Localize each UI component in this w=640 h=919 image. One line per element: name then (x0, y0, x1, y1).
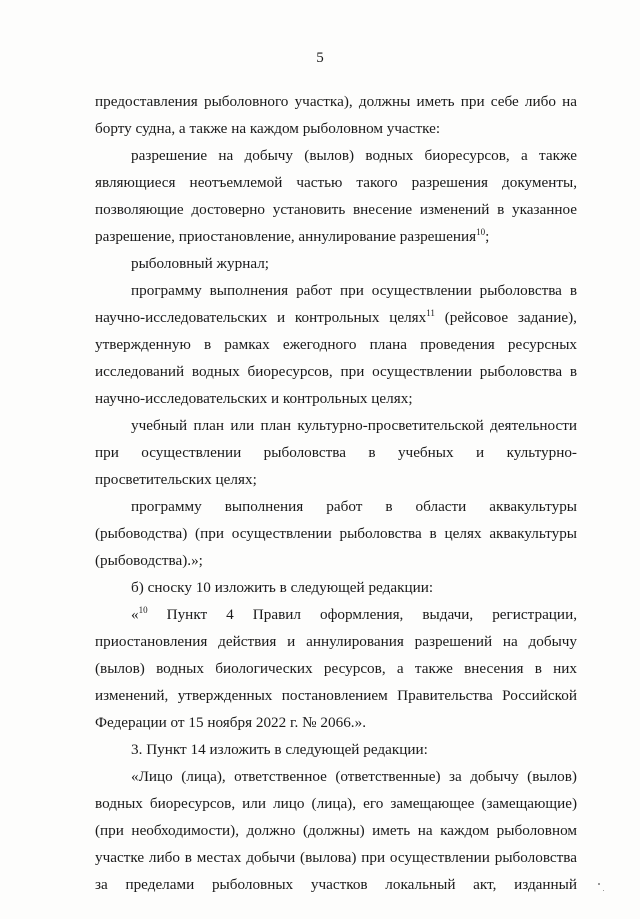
paragraph (95, 493, 577, 574)
paragraph-text: 3. Пункт 14 изложить в следующей редакции: (131, 741, 428, 758)
paragraph-text: ; (485, 228, 490, 245)
footnote-ref: 10 (476, 227, 486, 237)
paragraph (95, 601, 577, 736)
paragraph-text: (рейсовое задание), утвержденную в рамках ежегодного плана проведения ресурсных исследований водных биоресурсов, при осуществлении рыболовства в научно-исследовательских и контрольных целях; (95, 309, 577, 407)
scan-speck (598, 883, 600, 885)
paragraph (95, 763, 577, 898)
paragraph (95, 250, 577, 277)
paragraph (95, 88, 577, 142)
paragraph (95, 736, 577, 763)
paragraph-text: рыболовный журнал; (131, 255, 270, 272)
paragraph (95, 142, 577, 250)
paragraph-text: учебный план или план культурно-просветительской деятельности при осуществлении рыболовства в учебных и культурно-просветительских целях; (95, 417, 577, 488)
paragraph (95, 412, 577, 493)
paragraph-text: предоставления рыболовного участка), должны иметь при себе либо на борту судна, а также на каждом рыболовном участке: (95, 93, 577, 137)
page-number: 5 (316, 50, 324, 66)
paragraph (95, 277, 577, 412)
paragraph-text: «Лицо (лица), ответственное (ответственные) за добычу (вылов) водных биоресурсов, или лицо (лица), его замещающее (замещающие) (при необходимости), должно (должны) иметь на каждом рыболовном участке либо в местах добычи (вылова) при осуществлении рыболовства за пределами рыболовных участков локальный акт, изданный (95, 768, 577, 893)
paragraph-text: б) сноску 10 изложить в следующей редакции: (131, 579, 434, 596)
paragraph-text: Пункт 4 Правил оформления, выдачи, регистрации, приостановления действия и аннулирования разрешений на добычу (вылов) водных биологических ресурсов, а также внесения в них изменений, утвержденных постановлением Правительства Российской Федерации от 15 ноября 2022 г. № 2066.». (95, 606, 577, 731)
paragraph-text: разрешение на добычу (вылов) водных биоресурсов, а также являющиеся неотъемлемой частью такого разрешения документы, позволяющие достоверно установить внесение изменений в указанное разрешение, приостановление, аннулирование разрешения (95, 147, 577, 245)
footnote-ref: 10 (138, 605, 148, 615)
paragraph-text: « (131, 606, 139, 623)
paragraph-text: программу выполнения работ при осуществлении рыболовства в научно-исследовательских и контрольных целях (95, 282, 577, 326)
footnote-ref: 11 (426, 308, 435, 318)
paragraph-text: программу выполнения работ в области аквакультуры (рыбоводства) (при осуществлении рыболовства в целях аквакультуры (рыбоводства).»; (95, 498, 577, 569)
paragraph (95, 574, 577, 601)
scan-speck (603, 890, 604, 891)
document-body (95, 88, 577, 898)
